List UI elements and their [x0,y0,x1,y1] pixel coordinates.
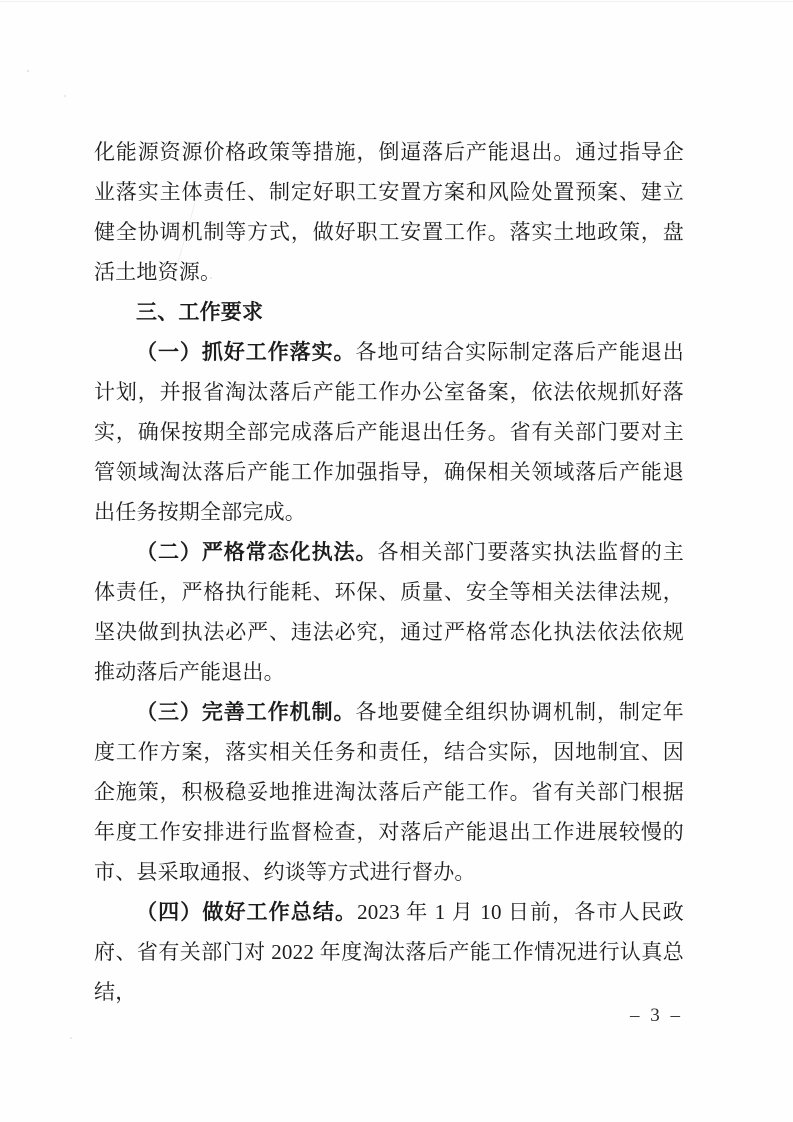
document-body [94,132,684,1012]
work-item-1-lead: （一）抓好工作落实。 [136,340,356,364]
work-item-1-text: 各地可结合实际制定落后产能退出计划，并报省淘汰落后产能工作办公室备案，依法依规抓好落实，确保按期全部完成落后产能退出任务。省有关部门要对主管领域淘汰落后产能工作加强指导，确保相关领域落后产能退出任务按期全部完成。 [94,340,684,524]
scan-speck [64,95,66,97]
work-item-3 [94,692,684,892]
work-item-4-text: 2023 年 1 月 10 日前，各市人民政府、省有关部门对 2022 年度淘汰落后产能工作情况进行认真总结， [94,900,685,1004]
work-item-3-lead: （三）完善工作机制。 [136,700,356,724]
scan-edge-line [0,1,793,2]
page-number: – 3 – [630,1005,683,1026]
work-item-1 [94,332,684,532]
work-item-2-text: 各相关部门要落实执法监督的主体责任，严格执行能耗、环保、质量、安全等相关法律法规，坚决做到执法必严、违法必究，通过严格常态化执法依法依规推动落后产能退出。 [94,540,684,684]
work-item-4-lead: （四）做好工作总结。 [136,900,358,924]
work-item-4 [94,892,684,1012]
work-item-2 [94,532,684,692]
work-item-2-lead: （二）严格常态化执法。 [136,540,378,564]
section-heading: 三、工作要求 [136,300,264,324]
scan-speck [70,1037,72,1039]
body-paragraph-continuation: 化能源资源价格政策等措施，倒逼落后产能退出。通过指导企业落实主体责任、制定好职工安置方案和风险处置预案、建立健全协调机制等方式，做好职工安置工作。落实土地政策，盘活土地资源。 [94,140,684,284]
scan-speck [27,70,29,72]
work-item-3-text: 各地要健全组织协调机制，制定年度工作方案，落实相关任务和责任，结合实际，因地制宜、因企施策，积极稳妥地推进淘汰落后产能工作。省有关部门根据年度工作安排进行监督检查，对落后产能退出工作进展较慢的市、县采取通报、约谈等方式进行督办。 [94,700,684,884]
